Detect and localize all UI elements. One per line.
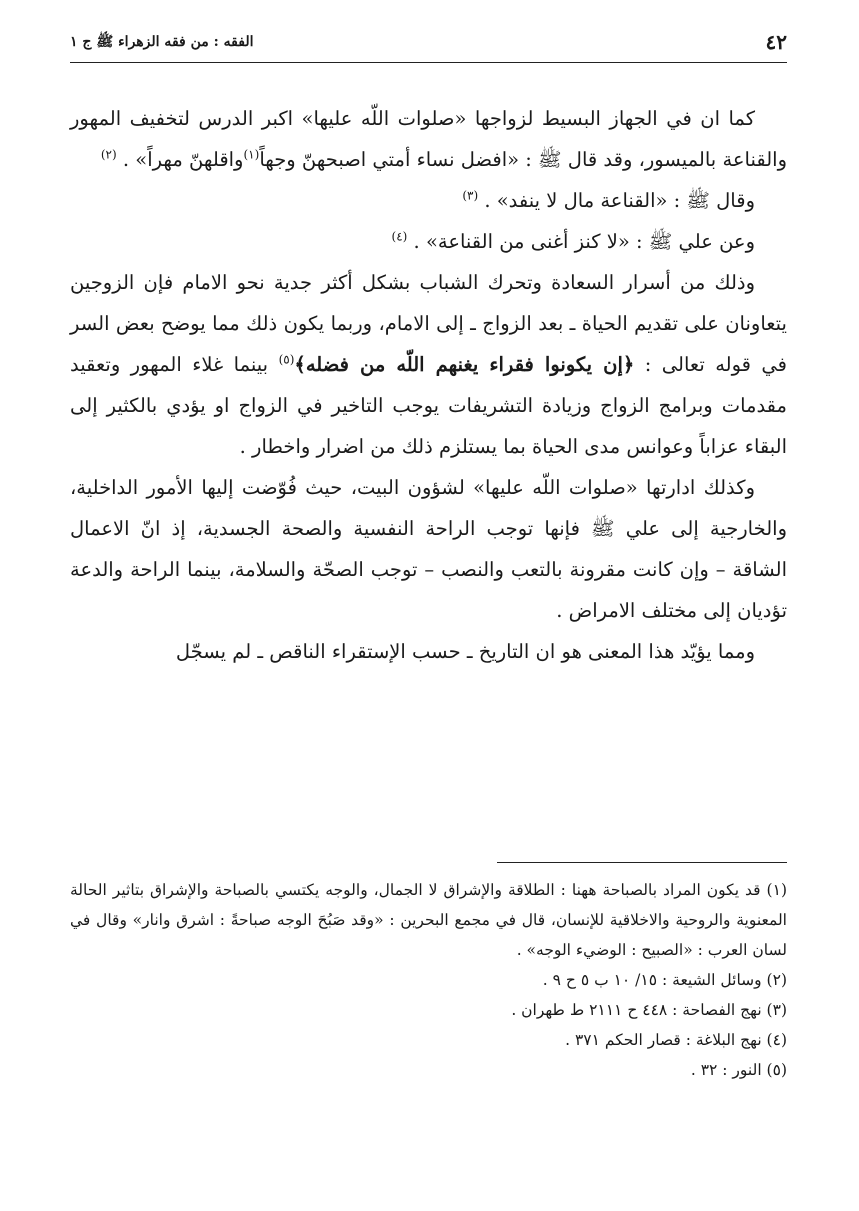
footnote-5: (٥) النور : ٣٢ . xyxy=(690,1061,787,1079)
paragraph-2-text: وقال ﷺ : «القناعة مال لا ينفد» . xyxy=(484,189,755,212)
footnotes xyxy=(70,875,787,1085)
paragraph-5-text: وكذلك ادارتها «صلوات اللّه عليها» لشؤون البيت، حيث فُوّضت إليها الأمور الداخلية، والخارجية إلى علي ﷺ فإنها توجب الراحة النفسية والصحة الجسدية، إذ انّ الاعمال الشاقة – وإن كانت مقرونة بالتعب والنصب – توجب الصحّة والسلامة، بينما الراحة والدعة تؤديان إلى مختلف الامراض . xyxy=(70,476,787,622)
paragraph-6-text: ومما يؤيّد هذا المعنى هو ان التاريخ ـ حسب الإستقراء الناقص ـ لم يسجّل xyxy=(175,640,755,663)
main-text xyxy=(70,98,787,672)
paragraph-1-text-a: كما ان في الجهاز البسيط لزواجها «صلوات اللّه عليها» اكبر الدرس لتخفيف المهور والقناعة بالميسور، وقد قال ﷺ : «افضل نساء أمتي اصبحهنّ وجهاً xyxy=(70,107,787,171)
paragraph-3 xyxy=(70,221,787,262)
paragraph-6 xyxy=(70,631,787,672)
footnote-ref-2: (٢) xyxy=(100,147,117,162)
quran-quote: ﴿إن يكونوا فقراء يغنهم اللّه من فضله﴾ xyxy=(294,353,635,376)
paragraph-4-text-b: بينما غلاء المهور وتعقيد مقدمات وبرامج الزواج وزيادة التشريفات يوجب التاخير في الزواج او يؤدي بالكثير إلى البقاء عزاباً وعوانس مدى الحياة بما يستلزم ذلك من اضرار واخطار . xyxy=(70,353,787,458)
page-header xyxy=(70,32,787,63)
paragraph-5 xyxy=(70,467,787,631)
paragraph-4-text-a: وذلك من أسرار السعادة وتحرك الشباب بشكل أكثر جدية نحو الامام فإن الزوجين يتعاونان على تقديم الحياة ـ بعد الزواج ـ إلى الامام، وربما يكون ذلك مما يوضح بعض السر في قوله تعالى : xyxy=(70,271,788,376)
paragraph-2 xyxy=(70,180,787,221)
running-title: الفقه : من فقه الزهراء ﷺ ج ١ xyxy=(70,34,254,50)
footnote-ref-5: (٥) xyxy=(278,352,295,367)
footnote-3: (٣) نهج الفصاحة : ٤٤٨ ح ٢١١١ ط طهران . xyxy=(511,1001,787,1019)
paragraph-1-text-b: واقلهنّ مهراً» . xyxy=(122,148,244,171)
page-number: ٤٢ xyxy=(765,30,787,54)
paragraph-4 xyxy=(70,262,787,467)
footnote-separator xyxy=(497,862,787,863)
footnote-4: (٤) نهج البلاغة : قصار الحكم ٣٧١ . xyxy=(565,1031,787,1049)
footnote-ref-1: (١) xyxy=(243,147,260,162)
paragraph-3-text: وعن علي ﷺ : «لا كنز أغنى من القناعة» . xyxy=(413,230,755,253)
footnote-1: (١) قد يكون المراد بالصباحة ههنا : الطلاقة والإشراق لا الجمال، والوجه يكتسي بالصباحة والإشراق بتاثير الحالة المعنوية والروحية والاخلاقية للإنسان، قال في مجمع البحرين : «وقد صَبُحَ الوجه صباحةً : اشرق وانار» وقال في لسان العرب : «الصبيح : الوضيء الوجه» . xyxy=(70,881,787,959)
footnote-2: (٢) وسائل الشيعة : ١٥/ ١٠ ب ٥ ح ٩ . xyxy=(542,971,787,989)
footnote-ref-3: (٣) xyxy=(462,188,479,203)
footnote-ref-4: (٤) xyxy=(391,229,408,244)
paragraph-1 xyxy=(70,98,787,180)
